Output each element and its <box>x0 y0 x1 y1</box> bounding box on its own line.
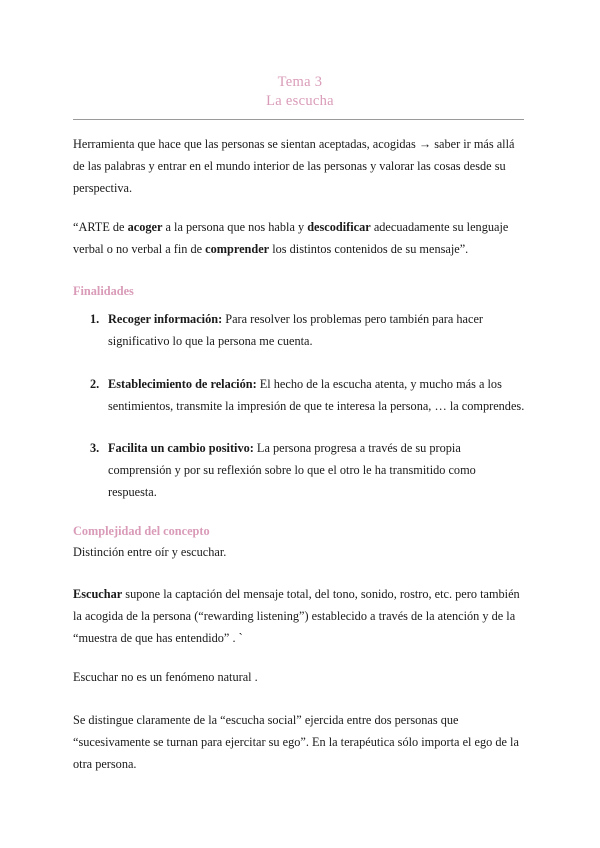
list-item-content <box>108 437 525 503</box>
quote-text: a la persona que nos habla y <box>162 220 308 234</box>
list-item <box>90 373 525 417</box>
definition-quote <box>73 216 525 260</box>
document-title: La escucha <box>266 93 334 109</box>
section-heading-finalidades: Finalidades <box>73 284 134 298</box>
natural-paragraph: Escuchar no es un fenómeno natural . <box>73 670 258 684</box>
list-item-content <box>108 373 525 417</box>
escuchar-keyword: Escuchar <box>73 587 123 601</box>
quote-text: los distintos contenidos de su mensaje”. <box>269 242 469 256</box>
list-item-text: Para resolver los problemas pero también para hacer significativo lo que la persona me cuenta. <box>108 312 484 348</box>
title-divider <box>73 119 524 120</box>
quote-keyword-descodificar: descodificar <box>307 220 371 234</box>
quote-keyword-acoger: acoger <box>127 220 163 234</box>
list-item-content <box>108 308 525 352</box>
list-item-title: Facilita un cambio positivo: <box>108 441 254 455</box>
list-item-text: El hecho de la escucha atenta, y mucho más a los sentimientos, transmite la impresión de que te interesa la persona, … la comprendes. <box>108 377 525 413</box>
escuchar-text: supone la captación del mensaje total, del tono, sonido, rostro, etc. pero también la acogida de la persona (“rewarding listening”) establecido a través de la atención y de la “muestra de que has entendido” . ` <box>73 587 520 645</box>
distincion-paragraph: Distinción entre oír y escuchar. <box>73 545 227 559</box>
quote-keyword-comprender: comprender <box>205 242 270 256</box>
intro-paragraph: Herramienta que hace que las personas se sientan aceptadas, acogidas → saber ir más allá de las palabras y entrar en el mundo interior de las personas y valorar las cosas desde su perspectiva. <box>73 137 515 195</box>
section-heading-complejidad: Complejidad del concepto <box>73 524 210 538</box>
quote-text: adecuadamente su lenguaje verbal o no verbal a fin de <box>73 220 509 256</box>
list-number: 3. <box>90 441 100 455</box>
list-item-text: La persona progresa a través de su propia comprensión y por su reflexión sobre lo que el otro le ha transmitido como respuesta. <box>108 441 476 499</box>
list-item-title: Recoger información: <box>108 312 223 326</box>
list-number: 1. <box>90 312 100 326</box>
quote-text: “ARTE de <box>73 220 128 234</box>
escuchar-paragraph <box>73 583 525 649</box>
list-item-title: Establecimiento de relación: <box>108 377 257 391</box>
list-item <box>90 437 525 503</box>
topic-number: Tema 3 <box>277 74 323 90</box>
escucha-social-paragraph: Se distingue claramente de la “escucha social” ejercida entre dos personas que “sucesivamente se turnan para ejercitar su ego”. En la terapéutica sólo importa el ego de la otra persona. <box>73 713 519 771</box>
document-header <box>0 73 600 111</box>
list-item <box>90 308 525 352</box>
list-number: 2. <box>90 377 100 391</box>
